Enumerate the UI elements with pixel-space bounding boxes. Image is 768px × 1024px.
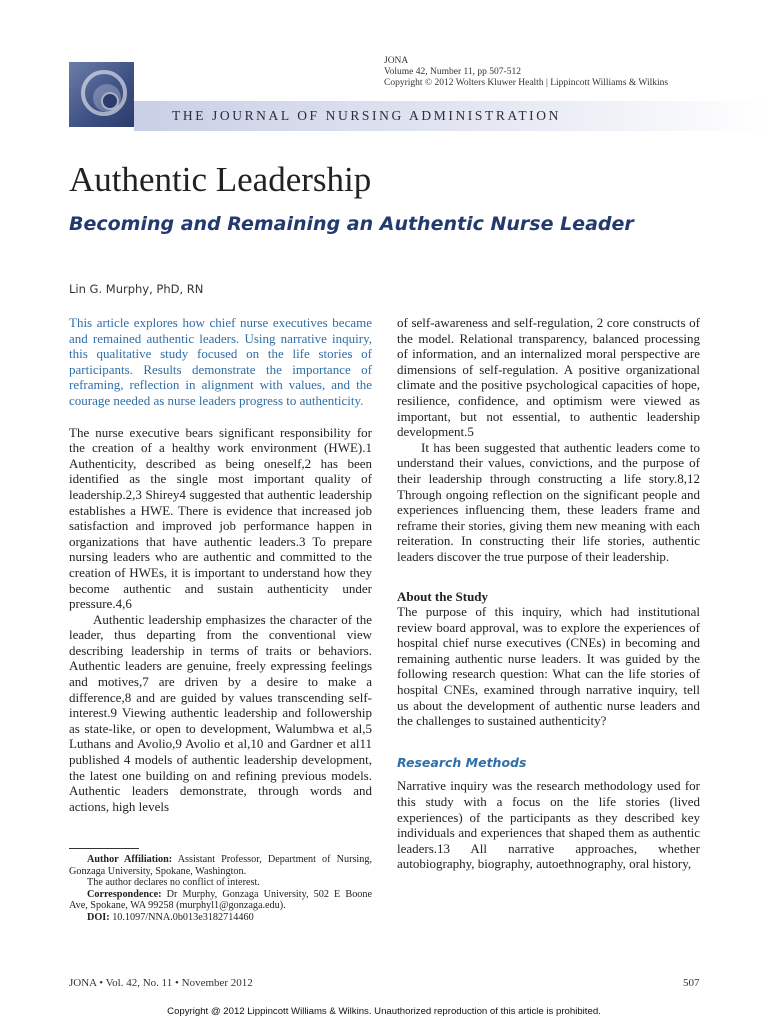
body-paragraph: of self-awareness and self-regulation, 2 core constructs of the model. Relational transparency, balanced processing of information, and an internalized moral perspective are dimensions of self-regulation. A positive organizational climate and the positive psychological capacities of hope, resilience, confidence, and optimism were viewed as important, but not essential, to authentic leadership development.5 [397, 315, 700, 440]
running-footer: JONA • Vol. 42, No. 11 • November 2012 [69, 977, 253, 989]
section-heading-about: About the Study [397, 588, 489, 604]
left-column [69, 315, 372, 814]
journal-name: THE JOURNAL OF NURSING ADMINISTRATION [172, 108, 561, 123]
author-affiliation [69, 854, 372, 924]
author-byline: Lin G. Murphy, PhD, RN [69, 282, 204, 296]
affil-label: Author Affiliation: [87, 854, 173, 865]
doi-label: DOI: [87, 911, 110, 923]
body-paragraph: Narrative inquiry was the research methodology used for this study with a focus on the life stories (lived experiences) of the participants as they described key individuals and experiences that shaped them as authentic leaders.13 All narrative approaches, whether autobiography, biography, autoethnography, oral history, [397, 778, 700, 872]
doi-text: 10.1097/NNA.0b013e3182714460 [112, 911, 254, 923]
journal-logo [69, 62, 134, 127]
body-paragraph: The nurse executive bears significant responsibility for the creation of a healthy work environment (HWE).1 Authenticity, described as being oneself,2 has been identified as the single most important quality of leadership.2,3 Shirey4 suggested that authentic leadership establishes a HWE. There is evidence that increased job satisfaction and improved job performance happen in organizations that have authentic leaders.3 To prepare nursing leaders who are authentic and committed to the creation of HWEs, it is important to understand how they become authentic and sustain authenticity under pressure.4,6 [69, 424, 372, 612]
section-heading-methods: Research Methods [397, 754, 527, 770]
article-subtitle: Becoming and Remaining an Authentic Nurse Leader [69, 213, 634, 235]
body-paragraph: The purpose of this inquiry, which had institutional review board approval, was to explore the experiences of hospital chief nurse executives (CNEs) in becoming and remaining authentic nurse leaders. It was guided by the following research question: What can the life stories of hospital CNEs, examined through narrative inquiry, tell us about the development of authentic nurse leaders and the challenges to sustained authenticity? [397, 604, 700, 729]
article-title: Authentic Leadership [69, 160, 372, 199]
body-paragraph: Authentic leadership emphasizes the character of the leader, thus departing from the conventional view describing leadership in terms of traits or behaviors. Authentic leaders are genuine, freely expressing feelings and motives,7 are driven by a desire to make a difference,8 and are guided by values transcending self-interest.9 Viewing authentic leadership and followership as state-like, or open to development, Walumbwa et al,5 Luthans and Avolio,9 Avolio et al,10 and Gardner et al11 published 4 models of authentic leadership development, the latest one building on and refining previous models. Authentic leaders demonstrate, through words and actions, high levels [69, 611, 372, 814]
correspondence-label: Correspondence: [87, 888, 162, 900]
meta-copyright: Copyright © 2012 Wolters Kluwer Health | Lippincott Williams & Wilkins [384, 78, 669, 88]
body-paragraph: It has been suggested that authentic leaders come to understand their values, convictions, and the purpose of their leadership through constructing a life story.8,12 Through ongoing reflection on the significant people and experiences influencing them, these leaders frame and reframe their stories, giving them new meaning with each reiteration. In constructing their life stories, authentic leaders discover the true purpose of their leadership. [397, 439, 700, 564]
page-number: 507 [683, 977, 700, 989]
right-column [397, 315, 700, 872]
meta-volume: Volume 42, Number 11, pp 507-512 [384, 67, 521, 77]
conflict-statement: The author declares no conflict of interest. [87, 877, 260, 889]
correspondence-text: Dr Murphy, Gonzaga University, 502 E Boone Ave, Spokane, WA 99258 (murphyl1@gonzaga.edu). [69, 888, 372, 912]
publication-meta [384, 56, 668, 89]
copyright-notice: Copyright @ 2012 Lippincott Williams & Wilkins. Unauthorized reproduction of this article is prohibited. [167, 1006, 601, 1017]
abstract: This article explores how chief nurse executives became and remained authentic leaders. Using narrative inquiry, this qualitative study focused on the life stories of participants. Results demonstrate the importance of reframing, reflection in alignment with values, and the courage needed as nurse leaders progress to authenticity. [69, 315, 372, 408]
affil-text: Assistant Professor, Department of Nursing, Gonzaga University, Spokane, Washington. [69, 854, 372, 877]
meta-journal: JONA [384, 56, 409, 66]
footnote-rule [69, 848, 139, 849]
